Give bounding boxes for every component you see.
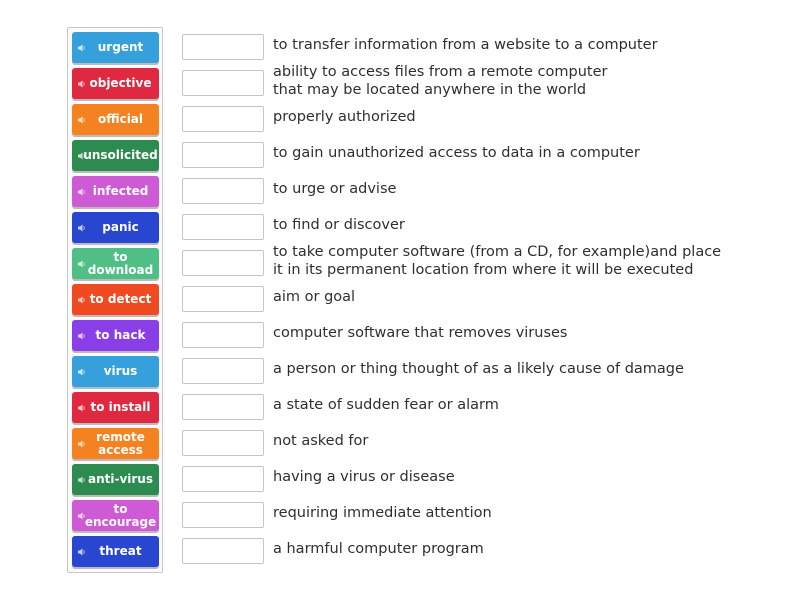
- definition-text: properly authorized: [273, 109, 416, 125]
- answer-slot[interactable]: [182, 394, 264, 420]
- speaker-icon[interactable]: [78, 260, 86, 268]
- speaker-icon[interactable]: [78, 548, 86, 556]
- definition-text: requiring immediate attention: [273, 505, 492, 521]
- definition-text: a person or thing thought of as a likely cause of damage: [273, 361, 684, 377]
- definition-text: computer software that removes viruses: [273, 325, 568, 341]
- word-tile[interactable]: [72, 536, 159, 567]
- word-tile[interactable]: [72, 104, 159, 135]
- word-tile-label: to download: [87, 249, 154, 277]
- answer-slot[interactable]: [182, 34, 264, 60]
- word-tile[interactable]: [72, 464, 159, 495]
- answer-slot[interactable]: [182, 178, 264, 204]
- answer-slot[interactable]: [182, 430, 264, 456]
- word-tile-label: anti-virus: [87, 472, 153, 486]
- word-tile[interactable]: [72, 500, 159, 531]
- answer-slot[interactable]: [182, 358, 264, 384]
- speaker-icon[interactable]: [78, 476, 86, 484]
- answer-slot[interactable]: [182, 502, 264, 528]
- speaker-icon[interactable]: [78, 404, 86, 412]
- speaker-icon[interactable]: [78, 80, 86, 88]
- word-tile-label: infected: [92, 184, 149, 198]
- definition-text: aim or goal: [273, 289, 356, 305]
- word-tile[interactable]: [72, 32, 159, 63]
- word-tile-label: official: [97, 112, 144, 126]
- speaker-icon[interactable]: [78, 224, 86, 232]
- word-tile[interactable]: [72, 284, 159, 315]
- definition-text: to take computer software (from a CD, for example)and place it in its permanent location from where it will be executed: [273, 244, 722, 278]
- word-tile-label: objective: [89, 76, 152, 90]
- speaker-icon[interactable]: [78, 116, 86, 124]
- word-tile-label: unsolicited: [83, 148, 158, 162]
- word-tile-label: to detect: [89, 292, 152, 306]
- definition-text: having a virus or disease: [273, 469, 455, 485]
- speaker-icon[interactable]: [78, 512, 86, 520]
- definition-text: to gain unauthorized access to data in a computer: [273, 145, 640, 161]
- answer-slot[interactable]: [182, 250, 264, 276]
- definition-text: to transfer information from a website to a computer: [273, 37, 658, 53]
- word-tile[interactable]: [72, 68, 159, 99]
- definition-text: a state of sudden fear or alarm: [273, 397, 499, 413]
- answer-slot[interactable]: [182, 70, 264, 96]
- word-tile-label: urgent: [97, 40, 144, 54]
- word-tile[interactable]: [72, 176, 159, 207]
- word-tile-label: remote access: [96, 429, 145, 457]
- word-tile-label: threat: [99, 544, 142, 558]
- answer-slot[interactable]: [182, 106, 264, 132]
- word-tile[interactable]: [72, 392, 159, 423]
- speaker-icon[interactable]: [78, 152, 86, 160]
- word-tile[interactable]: [72, 320, 159, 351]
- word-tile[interactable]: [72, 248, 159, 279]
- answer-slot[interactable]: [182, 286, 264, 312]
- word-tile-label: to hack: [95, 328, 146, 342]
- definition-text: not asked for: [273, 433, 369, 449]
- answer-slot[interactable]: [182, 466, 264, 492]
- speaker-icon[interactable]: [78, 368, 86, 376]
- word-tile-label: to install: [90, 400, 151, 414]
- speaker-icon[interactable]: [78, 188, 86, 196]
- word-tile[interactable]: [72, 428, 159, 459]
- word-bank: [67, 27, 163, 573]
- answer-slot[interactable]: [182, 538, 264, 564]
- answer-slot[interactable]: [182, 322, 264, 348]
- definition-text: to find or discover: [273, 217, 405, 233]
- speaker-icon[interactable]: [78, 296, 86, 304]
- speaker-icon[interactable]: [78, 440, 86, 448]
- speaker-icon[interactable]: [78, 44, 86, 52]
- answer-slot[interactable]: [182, 142, 264, 168]
- answer-slot[interactable]: [182, 214, 264, 240]
- speaker-icon[interactable]: [78, 332, 86, 340]
- definition-text: ability to access files from a remote computer that may be located anywhere in the world: [273, 64, 608, 98]
- definition-text: to urge or advise: [273, 181, 397, 197]
- word-tile[interactable]: [72, 212, 159, 243]
- word-tile-label: virus: [103, 364, 138, 378]
- definition-text: a harmful computer program: [273, 541, 484, 557]
- word-tile[interactable]: [72, 356, 159, 387]
- word-tile-label: panic: [102, 220, 139, 234]
- word-tile[interactable]: [72, 140, 159, 171]
- word-tile-label: to encourage: [84, 501, 157, 529]
